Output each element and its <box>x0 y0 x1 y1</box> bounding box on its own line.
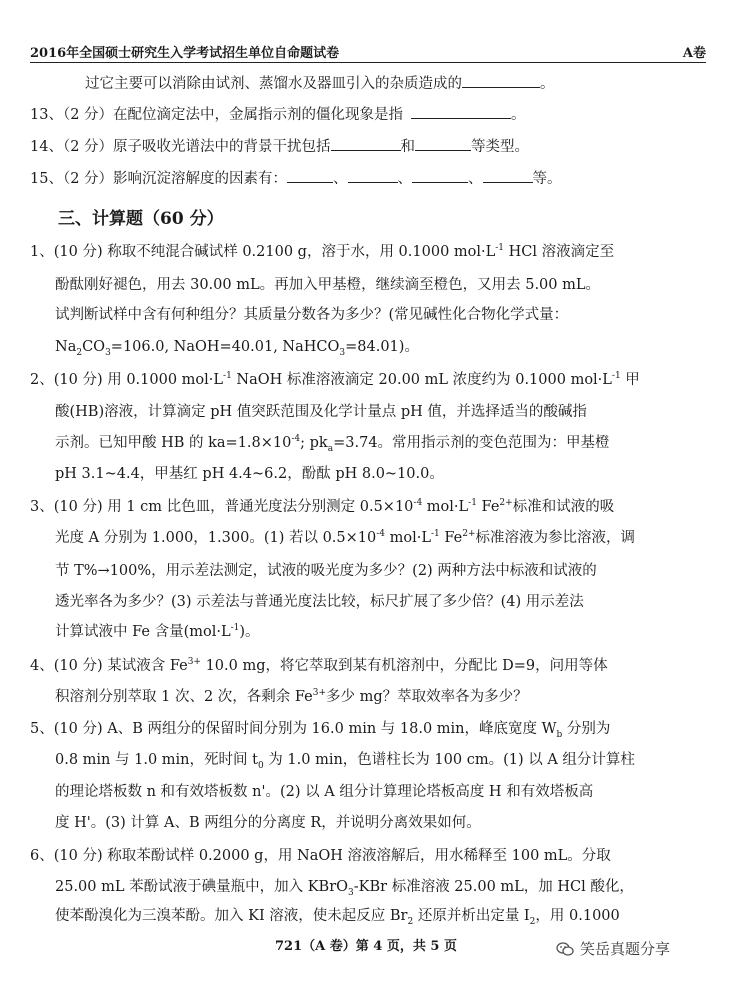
page-footer: 721（A 卷）第 4 页，共 5 页 <box>275 939 457 954</box>
q2-line-4: pH 3.1~4.4，甲基红 pH 4.4~6.2，酚酞 pH 8.0~10.0。 <box>55 466 444 482</box>
question-14: 14、（2 分）原子吸收光谱法中的背景干扰包括 和 等类型。 <box>30 136 708 157</box>
q4-line-1: 4、(10 分) 某试液含 $Fe^{3+}$ 10.0 mg，将它萃取到某有机溶剂中，分配比 D=9，问用等体 <box>30 657 608 674</box>
q2-line-1: 2、(10 分) 用 0.1000 $mol\cdot L^{-1}$ NaOH 标准溶液滴定 20.00 mL 浓度约为 0.1000 $mol\cdot L^{-1}$ 甲 <box>30 371 640 388</box>
wechat-icon <box>556 941 574 957</box>
q6-line-3: 使苯酚溴化为三溴苯酚。加入 KI 溶液，使未起反应 $Br_2$ 还原并析出定量 $I_2$，用 0.1000 <box>55 908 620 927</box>
q3-line-5: 计算试液中 Fe 含量$(mol\cdot L^{-1})$。 <box>55 623 260 640</box>
watermark-text: 笑岳真题分享 <box>580 940 671 958</box>
question-15: 15、（2 分）影响沉淀溶解度的因素有： 、 、 、 等。 <box>30 168 708 189</box>
q1-line-1: 1、(10 分) 称取不纯混合碱试样 0.2100 g，溶于水，用 0.1000 $mol\cdot L^{-1}$ HCl 溶液滴定至 <box>30 243 615 260</box>
q3-line-3: 节 T%→100%，用示差法测定，试液的吸光度为多少？(2) 两种方法中标液和试液的 <box>55 563 597 579</box>
q5-line-2: 0.8 min 与 1.0 min，死时间 $t_0$ 为 1.0 min，色谱柱长为 100 cm。(1) 以 A 组分计算柱 <box>55 752 635 771</box>
q1-line-4: $Na_2CO_3=106.0$, NaOH=40.01, NaHCO$_3$=84.01)。 <box>55 339 419 358</box>
q3-line-1: 3、(10 分) 用 1 cm 比色皿，普通光度法分别测定 $0.5\times 10^{-4}$ $mol\cdot L^{-1}$ $Fe^{2+}$标准和试液的吸 <box>30 498 615 515</box>
watermark <box>556 938 670 959</box>
q5-line-3: 的理论塔板数 n 和有效塔板数 n'。(2) 以 A 组分计算理论塔板高度 H 和有效塔板高 <box>55 784 594 800</box>
q5-line-4: 度 H'。(3) 计算 A、B 两组分的分离度 R，并说明分离效果如何。 <box>55 815 481 831</box>
q6-line-2: 25.00 mL 苯酚试液于碘量瓶中，加入 KBrO$_3$-KBr 标准溶液 25.00 mL，加 HCl 酸化， <box>55 879 634 898</box>
exam-title: 2016年全国硕士研究生入学考试招生单位自命题试卷 <box>30 46 340 61</box>
q2-line-2: 酸(HB)溶液，计算滴定 pH 值突跃范围及化学计量点 pH 值，并选择适当的酸碱指 <box>55 404 587 420</box>
q5-line-1: 5、(10 分) A、B 两组分的保留时间分别为 16.0 min 与 18.0 min，峰底宽度 $W_b$ 分别为 <box>30 721 611 740</box>
q12-tail: 过它主要可以消除由试剂、蒸馏水及器皿引入的杂质造成的 。 <box>85 73 708 94</box>
q3-line-4: 透光率各为多少？(3) 示差法与普通光度法比较，标尺扩展了多少倍？(4) 用示差法 <box>55 594 584 610</box>
paper-version: A卷 <box>682 46 706 61</box>
question-13: 13、（2 分）在配位滴定法中，金属指示剂的僵化现象是指 。 <box>30 104 708 125</box>
q2-line-3: 示剂。已知甲酸 HB 的 $ka=1.8\times 10^{-4}$; $pk_a=3.74$。常用指示剂的变色范围为：甲基橙 <box>55 434 610 454</box>
q6-line-1: 6、(10 分) 称取苯酚试样 0.2000 g，用 NaOH 溶液溶解后，用水稀释至 100 mL。分取 <box>30 848 611 864</box>
section-heading: 三、计算题（60 分） <box>58 209 224 229</box>
page-header <box>30 36 706 63</box>
q1-line-2: 酚酞刚好褪色，用去 30.00 mL。再加入甲基橙，继续滴至橙色，又用去 5.00 mL。 <box>55 277 600 293</box>
q3-line-2: 光度 A 分别为 1.000，1.300。(1) 若以 $0.5\times 10^{-4}$ $mol\cdot L^{-1}$ $Fe^{2+}$标准溶液为参比溶液，调 <box>55 529 636 546</box>
q1-line-3: 试判断试样中含有何种组分？其质量分数各为多少？(常见碱性化合物化学式量： <box>55 307 569 323</box>
q4-line-2: 积溶剂分别萃取 1 次、2 次，各剩余 $Fe^{3+}$多少 mg？萃取效率各为多少？ <box>55 688 528 705</box>
